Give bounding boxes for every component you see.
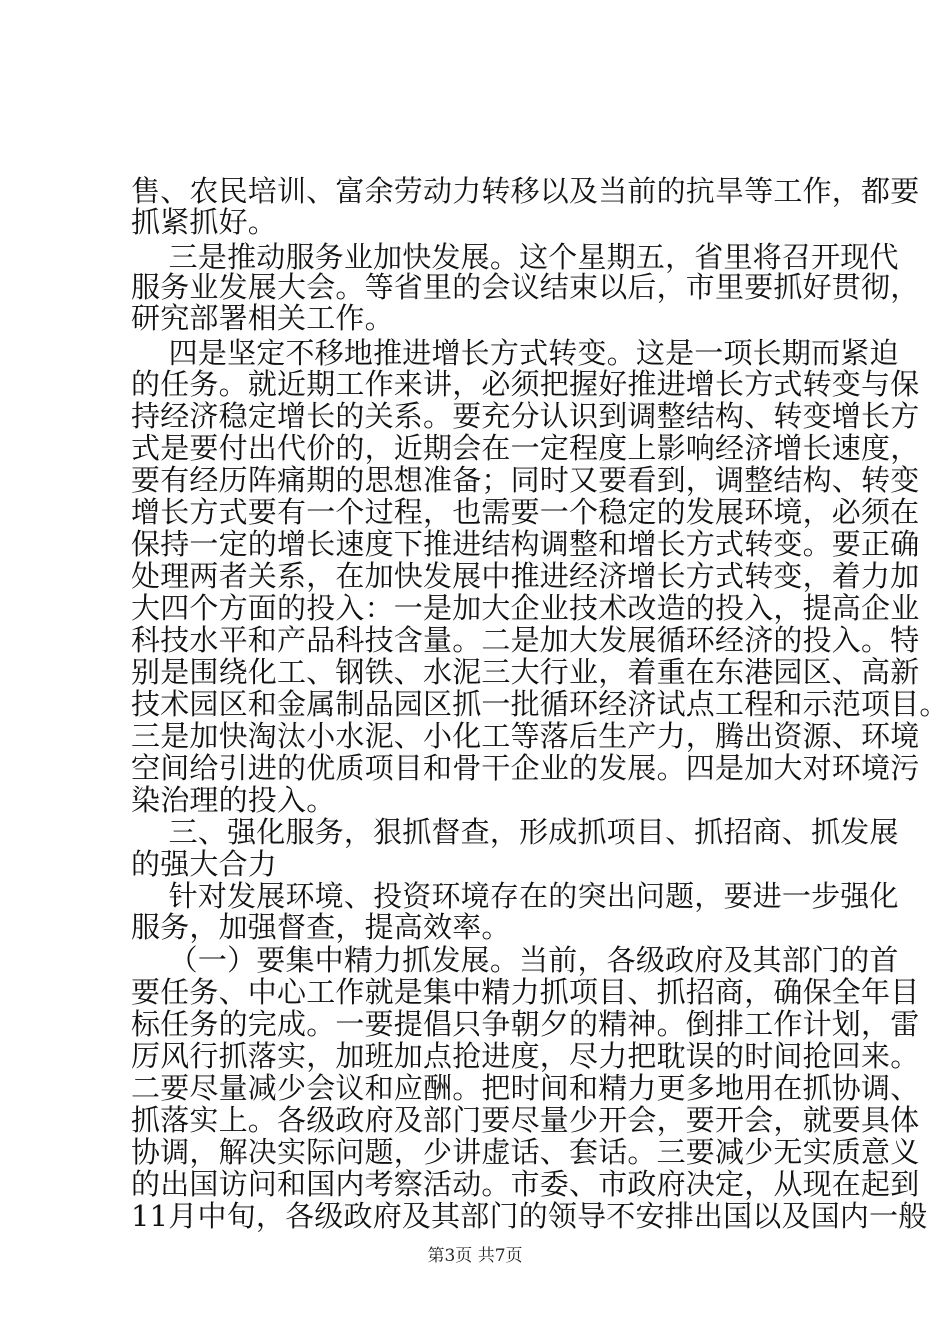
text-line: 科技水平和产品科技含量。二是加大发展循环经济的投入。特 [131, 623, 920, 657]
text-line: 的出国访问和国内考察活动。市委、市政府决定，从现在起到 [131, 1167, 920, 1201]
text-line: 技术园区和金属制品园区抓一批循环经济试点工程和示范项目。 [131, 687, 949, 721]
text-line: 持经济稳定增长的关系。要充分认识到调整结构、转变增长方 [131, 399, 920, 433]
text-line: 三是加快淘汰小水泥、小化工等落后生产力，腾出资源、环境 [131, 719, 920, 753]
text-line: 售、农民培训、富余劳动力转移以及当前的抗旱等工作，都要 [131, 174, 920, 208]
text-line: 空间给引进的优质项目和骨干企业的发展。四是加大对环境污 [131, 751, 920, 785]
text-line: 四是坚定不移地推进增长方式转变。这是一项长期而紧迫 [131, 336, 899, 370]
text-line: 三是推动服务业加快发展。这个星期五，省里将召开现代 [131, 240, 899, 274]
text-line: 的任务。就近期工作来讲，必须把握好推进增长方式转变与保 [131, 367, 920, 401]
text-line: 针对发展环境、投资环境存在的突出问题，要进一步强化 [131, 879, 899, 913]
text-line: 抓落实上。各级政府及部门要尽量少开会，要开会，就要具体 [131, 1103, 920, 1137]
text-line: 要任务、中心工作就是集中精力抓项目、抓招商，确保全年目 [131, 975, 920, 1009]
text-line: 协调，解决实际问题，少讲虚话、套话。三要减少无实质意义 [131, 1135, 920, 1169]
text-line: 服务，加强督查，提高效率。 [131, 910, 511, 944]
text-line: 抓紧抓好。 [131, 205, 278, 239]
text-line: 大四个方面的投入：一是加大企业技术改造的投入，提高企业 [131, 591, 920, 625]
text-line: 保持一定的增长速度下推进结构调整和增长方式转变。要正确 [131, 527, 920, 561]
page-number-footer: 第3页 共7页 [427, 1246, 523, 1266]
text-line: 标任务的完成。一要提倡只争朝夕的精神。倒排工作计划，雷 [131, 1007, 920, 1041]
text-line: 厉风行抓落实，加班加点抢进度，尽力把耽误的时间抢回来。 [131, 1039, 920, 1073]
text-line: 式是要付出代价的，近期会在一定程度上影响经济增长速度， [131, 431, 920, 465]
text-line: 要有经历阵痛期的思想准备；同时又要看到，调整结构、转变 [131, 463, 920, 497]
text-line: 三、强化服务，狠抓督查，形成抓项目、抓招商、抓发展 [131, 815, 899, 849]
text-line: 别是围绕化工、钢铁、水泥三大行业，着重在东港园区、高新 [131, 655, 920, 689]
text-line: 的强大合力 [131, 847, 278, 881]
text-line: 处理两者关系，在加快发展中推进经济增长方式转变，着力加 [131, 559, 920, 593]
text-line: 研究部署相关工作。 [131, 301, 394, 335]
text-line: 服务业发展大会。等省里的会议结束以后，市里要抓好贯彻， [131, 270, 920, 304]
text-line: 增长方式要有一个过程，也需要一个稳定的发展环境，必须在 [131, 495, 920, 529]
text-line: 二要尽量减少会议和应酬。把时间和精力更多地用在抓协调、 [131, 1071, 920, 1105]
text-line: （一）要集中精力抓发展。当前，各级政府及其部门的首 [131, 943, 899, 977]
text-line: 染治理的投入。 [131, 783, 336, 817]
text-line: 11月中旬，各级政府及其部门的领导不安排出国以及国内一般 [131, 1199, 928, 1233]
